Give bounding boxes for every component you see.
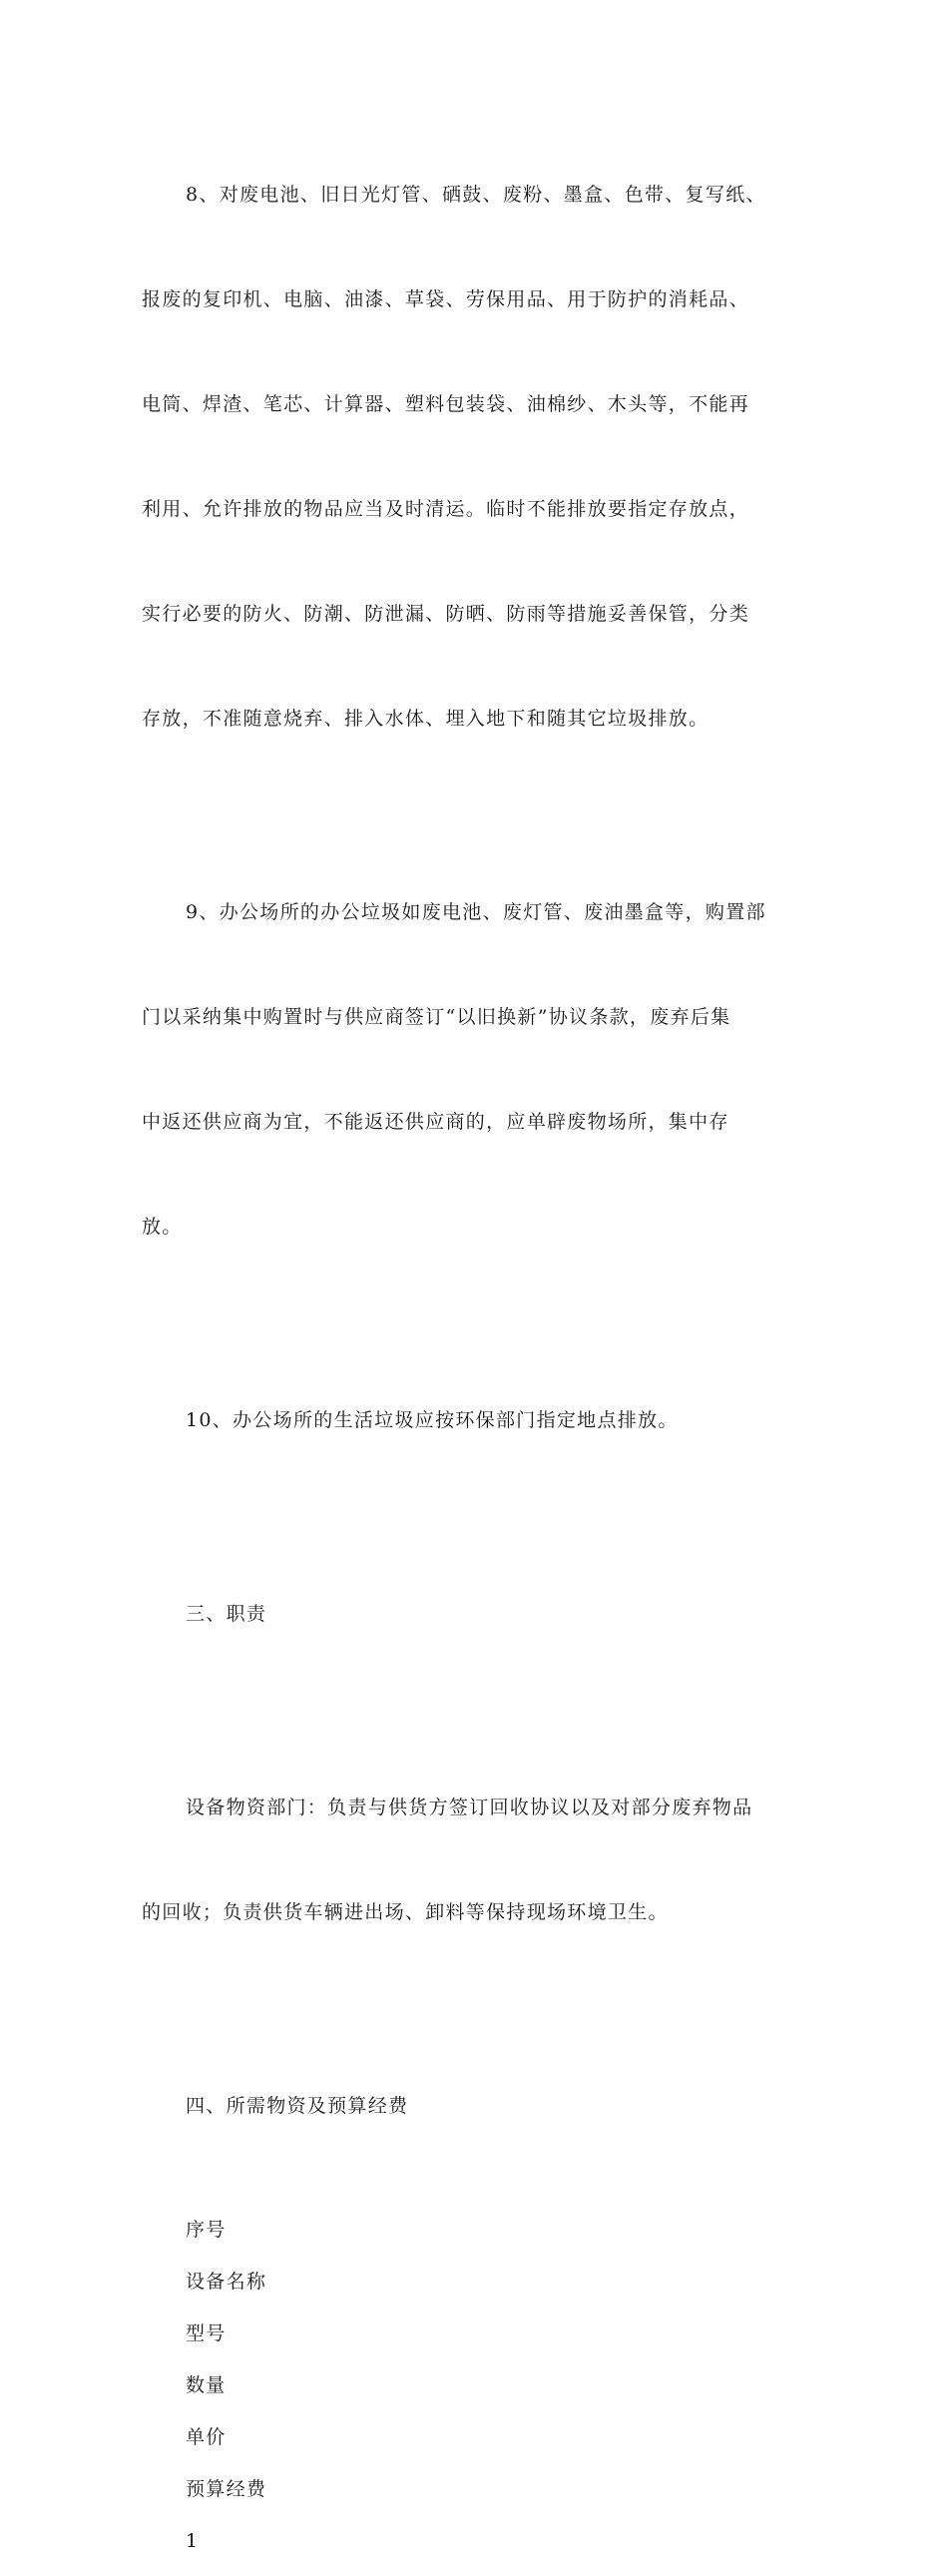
text-line: 报废的复印机、电脑、油漆、草袋、劳保用品、用于防护的消耗品、 bbox=[142, 288, 750, 310]
paragraph-item-8 bbox=[142, 108, 806, 806]
text-line: 放。 bbox=[142, 1216, 183, 1238]
table-cell-equipment-name: 设备名称 bbox=[186, 2271, 267, 2293]
section-heading-duties bbox=[142, 1527, 806, 1702]
section-heading-budget bbox=[142, 2019, 806, 2194]
text-line: 利用、允许排放的物品应当及时清运。临时不能排放要指定存放点， bbox=[142, 498, 750, 520]
text-line: 8、对废电池、旧日光灯管、硒鼓、废粉、墨盒、色带、复写纸、 bbox=[186, 184, 766, 206]
paragraph-item-10 bbox=[142, 1333, 806, 1508]
text-line: 10、办公场所的生活垃圾应按环保部门指定地点排放。 bbox=[186, 1409, 679, 1431]
paragraph-item-9 bbox=[142, 825, 806, 1314]
table-cell-budget: 预算经费 bbox=[186, 2478, 267, 2500]
text-line: 门以采纳集中购置时与供应商签订“以旧换新”协议条款，废弃后集 bbox=[142, 1006, 731, 1028]
table-cell-unit-price: 单价 bbox=[186, 2426, 227, 2448]
document-body bbox=[142, 108, 806, 2576]
table-cell-row-number: 1 bbox=[186, 2530, 200, 2552]
heading-text: 三、职责 bbox=[186, 1603, 267, 1625]
text-line: 9、办公场所的办公垃圾如废电池、废灯管、废油墨盒等，购置部 bbox=[186, 901, 766, 923]
text-line: 电筒、焊渣、笔芯、计算器、塑料包装袋、油棉纱、木头等，不能再 bbox=[142, 393, 750, 415]
text-line: 设备物资部门：负责与供货方签订回收协议以及对部分废弃物品 bbox=[186, 1797, 753, 1818]
table-cell-serial: 序号 bbox=[186, 2219, 227, 2241]
table-cell-quantity: 数量 bbox=[186, 2374, 227, 2396]
table-cell-model: 型号 bbox=[186, 2322, 227, 2344]
paragraph-duties bbox=[142, 1721, 806, 2000]
text-line: 中返还供应商为宜，不能返还供应商的，应单辟废物场所，集中存 bbox=[142, 1111, 729, 1133]
text-line: 的回收；负责供货车辆进出场、卸料等保持现场环境卫生。 bbox=[142, 1901, 669, 1923]
text-line: 存放，不准随意烧弃、排入水体、埋入地下和随其它垃圾排放。 bbox=[142, 708, 710, 730]
heading-text: 四、所需物资及预算经费 bbox=[186, 2095, 409, 2117]
text-line: 实行必要的防火、防潮、防泄漏、防晒、防雨等措施妥善保管，分类 bbox=[142, 603, 750, 625]
